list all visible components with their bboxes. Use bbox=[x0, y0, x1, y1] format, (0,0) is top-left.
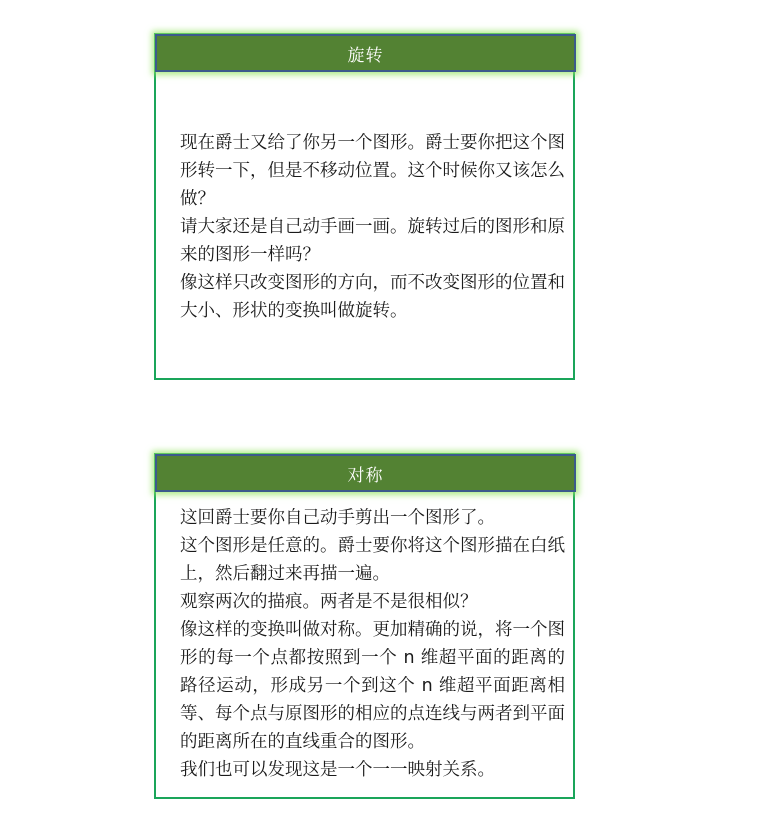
rotation-card-title: 旋转 bbox=[155, 34, 576, 72]
symmetry-paragraph-2: 这个图形是任意的。爵士要你将这个图形描在白纸上，然后翻过来再描一遍。 bbox=[180, 536, 565, 584]
symmetry-card-body bbox=[180, 504, 565, 784]
rotation-paragraph-3: 像这样只改变图形的方向，而不改变图形的位置和大小、形状的变换叫做旋转。 bbox=[180, 273, 565, 321]
symmetry-paragraph-4: 像这样的变换叫做对称。更加精确的说，将一个图形的每一个点都按照到一个 n 维超平面的距离的路径运动，形成另一个到这个 n 维超平面距离相等、每个点与原图形的相应的点连线与两者到平面的距离所在的直线重合的图形。 bbox=[180, 620, 565, 752]
rotation-card bbox=[154, 33, 575, 380]
symmetry-card bbox=[154, 453, 575, 799]
rotation-paragraph-2: 请大家还是自己动手画一画。旋转过后的图形和原来的图形一样吗？ bbox=[180, 217, 565, 265]
symmetry-card-title: 对称 bbox=[155, 454, 576, 492]
symmetry-paragraph-3: 观察两次的描痕。两者是不是很相似？ bbox=[180, 592, 478, 612]
rotation-card-body bbox=[180, 129, 565, 325]
rotation-paragraph-1: 现在爵士又给了你另一个图形。爵士要你把这个图形转一下，但是不移动位置。这个时候你又该怎么做？ bbox=[180, 133, 565, 209]
symmetry-paragraph-5: 我们也可以发现这是一个一一映射关系。 bbox=[180, 760, 495, 780]
symmetry-paragraph-1: 这回爵士要你自己动手剪出一个图形了。 bbox=[180, 508, 495, 528]
